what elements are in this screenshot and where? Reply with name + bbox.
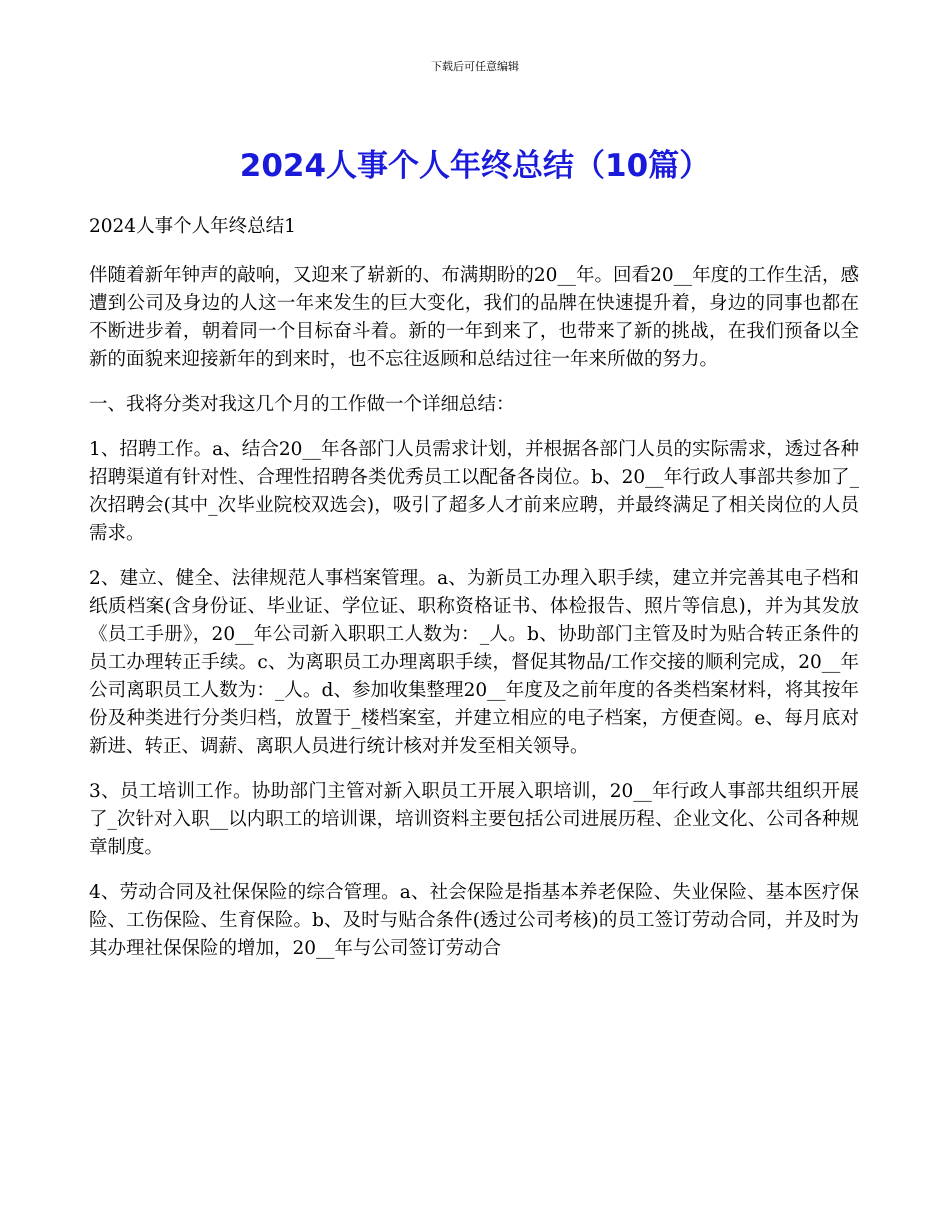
paragraph-contracts: 4、劳动合同及社保保险的综合管理。a、社会保险是指基本养老保险、失业保险、基本医疗保险、工伤保险、生育保险。b、及时与贴合条件(透过公司考核)的员工签订劳动合同，并及时为其办理社保保险的增加，20__年与公司签订劳动合 [89, 882, 859, 959]
paragraph-section-heading: 一、我将分类对我这几个月的工作做一个详细总结： [89, 394, 515, 415]
paragraph-recruitment: 1、招聘工作。a、结合20__年各部门人员需求计划，并根据各部门人员的实际需求，透过各种招聘渠道有针对性、合理性招聘各类优秀员工以配备各岗位。b、20__年行政人事部共参加了_次招聘会(其中_次毕业院校双选会)，吸引了超多人才前来应聘，并最终满足了相关岗位的人员需求。 [89, 439, 859, 544]
download-note: 下载后可任意编辑 [431, 60, 519, 73]
paragraph-intro: 伴随着新年钟声的敲响，又迎来了崭新的、布满期盼的20__年。回看20__年度的工作生活，感遭到公司及身边的人这一年来发生的巨大变化，我们的品牌在快速提升着，身边的同事也都在不断进步着，朝着同一个目标奋斗着。新的一年到来了，也带来了新的挑战，在我们预备以全新的面貌来迎接新年的到来时，也不忘往返顾和总结过往一年来所做的努力。 [89, 265, 859, 370]
document-body [89, 212, 859, 980]
document-title: 2024人事个人年终总结（10篇） [239, 148, 711, 184]
section-subtitle: 2024人事个人年终总结1 [89, 216, 296, 237]
paragraph-training: 3、员工培训工作。协助部门主管对新入职员工开展入职培训，20__年行政人事部共组织开展了_次针对入职__以内职工的培训课，培训资料主要包括公司进展历程、企业文化、公司各种规章制度。 [89, 781, 859, 858]
paragraph-archives: 2、建立、健全、法律规范人事档案管理。a、为新员工办理入职手续，建立并完善其电子档和纸质档案(含身份证、毕业证、学位证、职称资格证书、体检报告、照片等信息)，并为其发放《员工手册》，20__年公司新入职职工人数为：_人。b、协助部门主管及时为贴合转正条件的员工办理转正手续。c、为离职员工办理离职手续，督促其物品/工作交接的顺利完成，20__年公司离职员工人数为：_人。d、参加收集整理20__年度及之前年度的各类档案材料，将其按年份及种类进行分类归档，放置于_楼档案室，并建立相应的电子档案，方便查阅。e、每月底对新进、转正、调薪、离职人员进行统计核对并发至相关领导。 [89, 568, 859, 757]
